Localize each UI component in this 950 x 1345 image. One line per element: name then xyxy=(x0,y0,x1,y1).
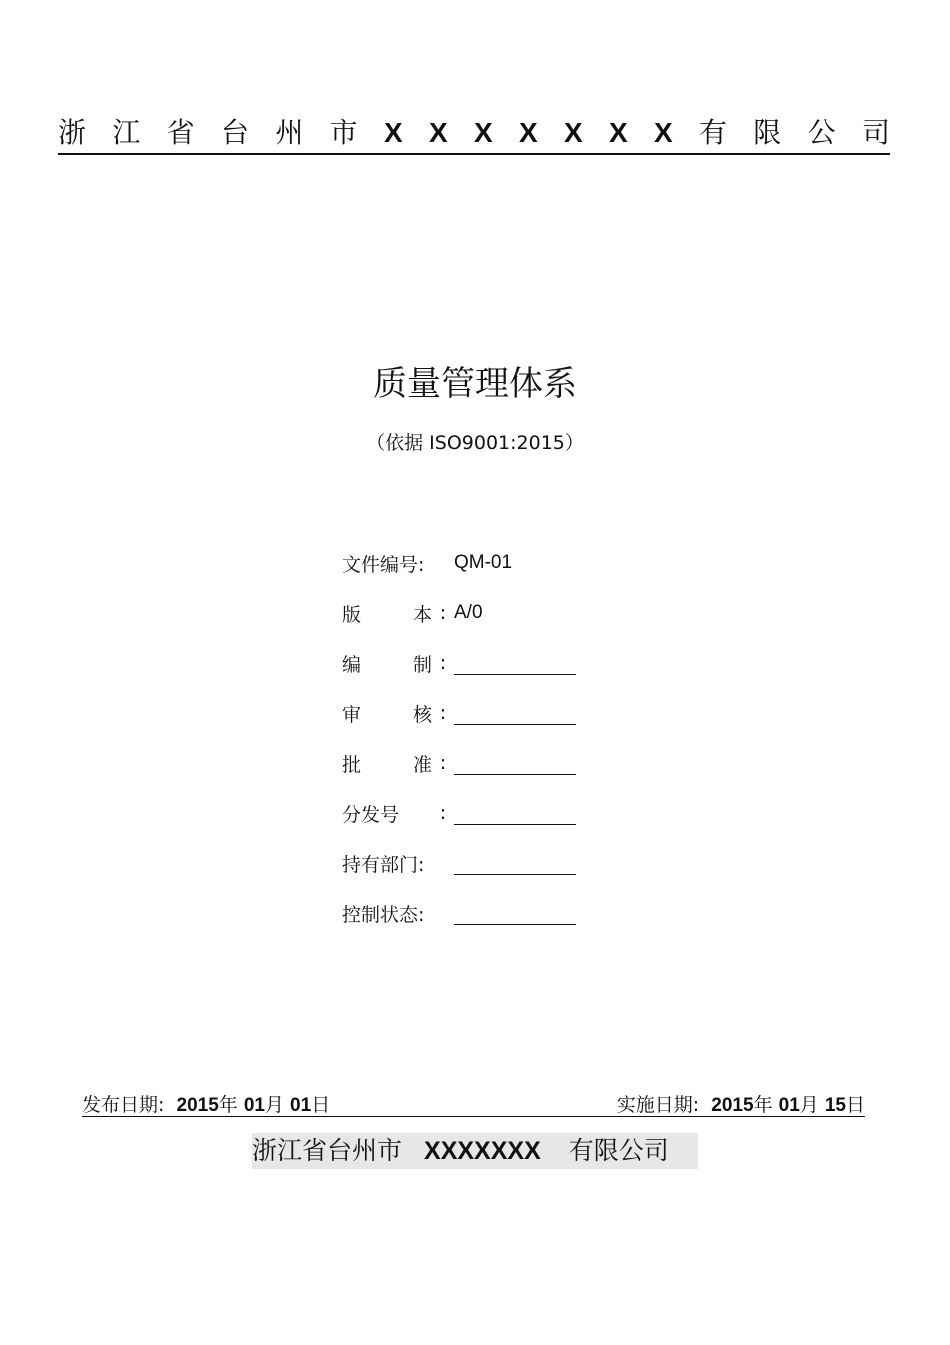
field-colon: : xyxy=(439,802,447,824)
impl-date-label: 实施日期: xyxy=(616,1093,700,1116)
label-char: 版 xyxy=(342,603,362,626)
impl-date xyxy=(617,1090,865,1117)
field-holder xyxy=(342,838,602,888)
field-label: 分发号 xyxy=(342,803,400,826)
field-label: 控制状态: xyxy=(342,903,425,926)
label-char: 批 xyxy=(342,753,362,776)
field-colon: : xyxy=(439,752,447,774)
release-date xyxy=(82,1090,330,1117)
field-label xyxy=(342,650,432,677)
field-control xyxy=(342,888,602,938)
field-colon: : xyxy=(439,652,447,674)
field-label: 文件编号: xyxy=(342,553,425,576)
footer-middle: XXXXXXX xyxy=(424,1137,541,1165)
release-year: 2015 xyxy=(176,1094,219,1116)
document-subtitle: （依据 ISO9001:2015） xyxy=(366,432,584,454)
field-colon: : xyxy=(439,602,447,624)
day-char: 日 xyxy=(311,1093,331,1116)
blank-line[interactable] xyxy=(454,902,576,925)
header-char: X xyxy=(428,117,448,148)
field-label xyxy=(342,700,432,727)
field-reviewed xyxy=(342,688,602,738)
day-char: 日 xyxy=(845,1093,865,1116)
release-day: 01 xyxy=(290,1094,312,1116)
impl-year: 2015 xyxy=(711,1094,754,1116)
header-char: 公 xyxy=(807,116,836,149)
field-doc-no xyxy=(342,538,602,588)
header-char: 江 xyxy=(112,116,141,149)
header-char: 司 xyxy=(861,116,890,149)
blank-line[interactable] xyxy=(454,702,576,725)
impl-day: 15 xyxy=(824,1094,846,1116)
header-char: X xyxy=(608,117,628,148)
label-char: 制 xyxy=(412,653,432,676)
header-char: 浙 xyxy=(58,116,87,149)
year-char: 年 xyxy=(753,1093,773,1116)
field-dist-no xyxy=(342,788,602,838)
blank-line[interactable] xyxy=(454,852,576,875)
field-label xyxy=(342,750,432,777)
blank-line[interactable] xyxy=(454,652,576,675)
header-char: X xyxy=(653,117,673,148)
document-title: 质量管理体系 xyxy=(373,364,577,404)
field-value: QM-01 xyxy=(454,552,513,573)
date-line xyxy=(82,1090,865,1117)
company-footer xyxy=(252,1133,698,1169)
field-colon: : xyxy=(439,702,447,724)
header-char: X xyxy=(518,117,538,148)
blank-line[interactable] xyxy=(454,802,576,825)
impl-month: 01 xyxy=(778,1094,800,1116)
header-char: 台 xyxy=(220,116,249,149)
field-value: A/0 xyxy=(454,602,483,623)
label-char: 审 xyxy=(342,703,362,726)
field-compiled xyxy=(342,638,602,688)
header-char: X xyxy=(563,117,583,148)
document-fields xyxy=(342,538,602,938)
field-label xyxy=(342,600,432,627)
field-approved xyxy=(342,738,602,788)
release-date-label: 发布日期: xyxy=(82,1093,165,1116)
header-char: X xyxy=(473,117,493,148)
footer-prefix: 浙江省台州市 xyxy=(252,1136,403,1165)
label-char: 准 xyxy=(412,753,432,776)
header-char: 限 xyxy=(753,116,782,149)
label-char: 编 xyxy=(342,653,362,676)
blank-line[interactable] xyxy=(454,752,576,775)
month-char: 月 xyxy=(264,1093,284,1116)
year-char: 年 xyxy=(218,1093,238,1116)
month-char: 月 xyxy=(799,1093,819,1116)
field-version xyxy=(342,588,602,638)
footer-suffix: 有限公司 xyxy=(568,1136,669,1165)
header-char: 州 xyxy=(275,116,304,149)
label-char: 本 xyxy=(412,603,432,626)
header-char: 市 xyxy=(329,116,358,149)
label-char: 核 xyxy=(412,703,432,726)
company-header xyxy=(58,115,890,155)
header-char: 有 xyxy=(698,116,727,149)
release-month: 01 xyxy=(243,1094,265,1116)
header-char: X xyxy=(383,117,403,148)
field-label: 持有部门: xyxy=(342,853,425,876)
header-char: 省 xyxy=(166,116,195,149)
